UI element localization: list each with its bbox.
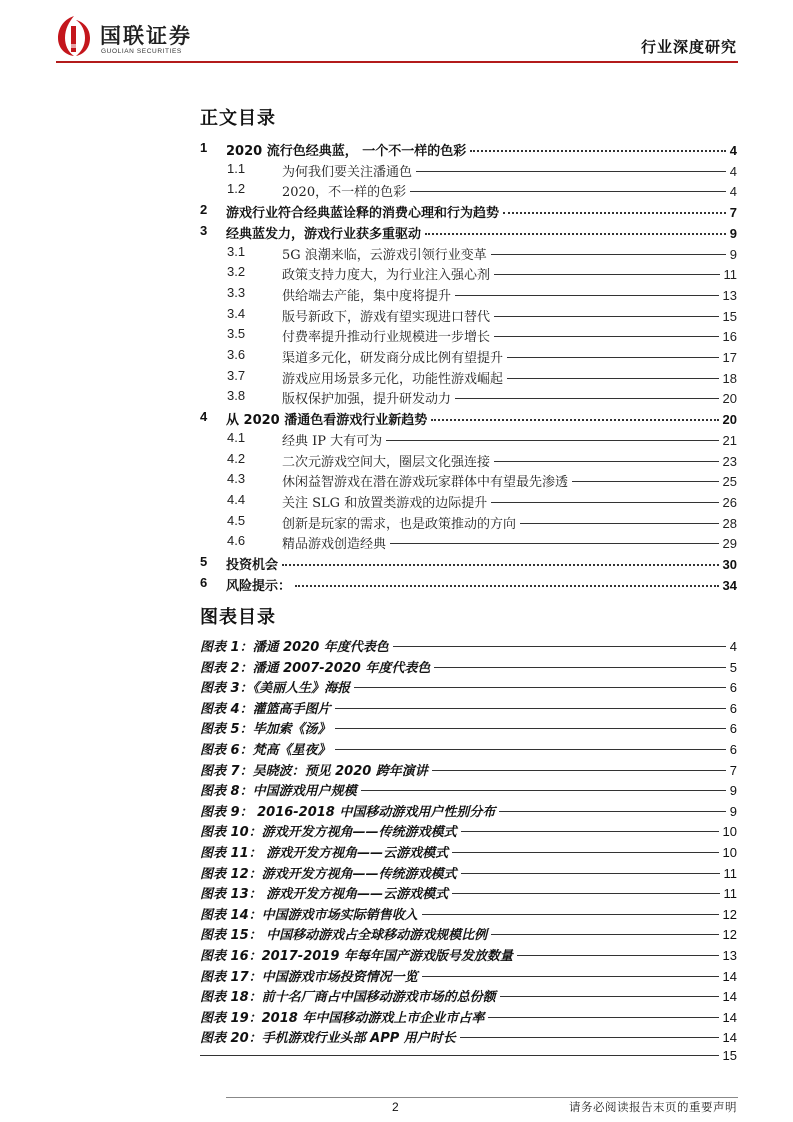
figure-leader <box>488 1017 718 1018</box>
toc-entry[interactable] <box>0 449 793 469</box>
toc-leader <box>386 440 718 441</box>
figure-entry-page: 4 <box>729 639 737 654</box>
toc-entry-line <box>226 223 737 242</box>
toc-entry-title: 二次元游戏空间大，圈层文化强连接 <box>282 454 491 470</box>
toc-leader <box>491 502 718 503</box>
figure-entry[interactable] <box>200 1007 737 1027</box>
figure-entry-page: 6 <box>729 742 737 757</box>
toc-entry-page: 28 <box>722 515 737 531</box>
figure-entry[interactable] <box>200 698 737 718</box>
toc-entry-title: 版号新政下，游戏有望实现进口替代 <box>282 309 491 325</box>
figure-entry[interactable] <box>200 904 737 924</box>
toc-entry-title: 游戏应用场景多元化，功能性游戏崛起 <box>282 371 504 387</box>
figure-entry-page: 12 <box>722 906 737 922</box>
toc-leader <box>494 316 719 317</box>
toc-entry-page: 11 <box>723 267 737 283</box>
toc-leader <box>494 461 719 462</box>
toc-entry-number: 4.1 <box>227 429 246 445</box>
toc-entry-title: 投资机会 <box>226 558 279 573</box>
toc-entry-page: 23 <box>722 453 737 469</box>
toc-entry-number: 5 <box>200 554 208 569</box>
figure-entry[interactable] <box>200 821 737 841</box>
toc-entry-title: 渠道多元化，研发商分成比例有望提升 <box>282 351 504 366</box>
toc-entry-line <box>226 409 737 428</box>
figure-entry[interactable] <box>200 718 737 738</box>
figure-leader <box>461 873 720 874</box>
toc-entry[interactable] <box>0 242 793 262</box>
toc-entry[interactable] <box>0 262 793 282</box>
figure-entry[interactable] <box>200 1027 737 1047</box>
figure-entry[interactable] <box>200 966 737 986</box>
figure-entry-title: 图表 3：《美丽人生》海报 <box>200 681 351 697</box>
toc-entry-page: 16 <box>722 329 737 345</box>
toc-entry[interactable] <box>0 138 793 158</box>
toc-leader <box>295 585 719 587</box>
toc-entry-line <box>282 285 737 304</box>
figure-entry-page: 10 <box>722 845 737 860</box>
toc-entry-page: 18 <box>722 370 737 386</box>
toc-entry-title: 休闲益智游戏在潜在游戏玩家群体中有望最先渗透 <box>282 475 569 491</box>
figure-leader <box>335 708 726 709</box>
report-type-label: 行业深度研究 <box>640 38 737 56</box>
toc-entry-title: 风险提示： <box>226 578 292 594</box>
toc-entry-title: 精品游戏创造经典 <box>282 537 387 553</box>
toc-entry[interactable] <box>0 159 793 179</box>
figure-entry-title: 图表 5：毕加索《汤》 <box>200 722 331 738</box>
toc-entry-number: 4.4 <box>227 491 246 507</box>
toc-entry[interactable] <box>0 573 793 593</box>
figure-entry-title: 图表 1：潘通 2020 年度代表色 <box>200 640 389 655</box>
figure-leader <box>461 831 719 832</box>
figure-entry-page: 11 <box>723 886 737 902</box>
toc-entry[interactable] <box>0 179 793 199</box>
figure-entry-page: 14 <box>722 1030 737 1046</box>
toc-leader <box>503 212 726 214</box>
toc-entry[interactable] <box>0 366 793 386</box>
toc-leader <box>410 191 726 192</box>
figure-entry-title: 图表 15： 中国移动游戏占全球移动游戏规模比例 <box>200 928 488 944</box>
figure-leader <box>499 811 725 812</box>
toc-entry-page: 20 <box>722 391 737 407</box>
figure-entry[interactable] <box>200 636 737 656</box>
header-divider <box>56 61 738 63</box>
figure-entry-page: 9 <box>729 783 737 799</box>
figure-leader <box>452 852 718 853</box>
toc-entry-number: 3.8 <box>227 388 246 404</box>
toc-entry-page: 13 <box>722 287 737 303</box>
toc-entry-number: 4.2 <box>227 450 246 466</box>
toc-entry-title: 从 2020 潘通色看游戏行业新趋势 <box>226 413 428 429</box>
figure-entry-title: 图表 11： 游戏开发方视角——云游戏模式 <box>200 846 449 861</box>
figure-entry-page: 6 <box>729 680 737 696</box>
figure-entry[interactable] <box>200 863 737 883</box>
footer-divider <box>226 1097 738 1098</box>
toc-entry-title: 关注 SLG 和放置类游戏的边际提升 <box>282 495 488 511</box>
toc-entry-line <box>282 451 737 470</box>
toc-entry-title: 供给端去产能，集中度将提升 <box>282 288 452 304</box>
toc-entry[interactable] <box>0 386 793 406</box>
toc-leader <box>491 254 726 255</box>
logo-english-name: GUOLIAN SECURITIES <box>101 48 182 55</box>
footer-disclaimer: 请务必阅读报告末页的重要声明 <box>569 1100 737 1114</box>
toc-entry-number: 1 <box>200 140 208 155</box>
toc-entry-line <box>282 368 737 387</box>
toc-title: 正文目录 <box>200 108 276 129</box>
toc-entry-title: 5G 浪潮来临，云游戏引领行业变革 <box>282 247 487 263</box>
figure-entry[interactable] <box>200 842 737 862</box>
figure-entry-title: 图表 17：中国游戏市场投资情况一览 <box>200 969 418 985</box>
toc-entry-page: 17 <box>722 350 737 365</box>
toc-entry-title: 创新是玩家的需求，也是政策推动的方向 <box>282 516 517 532</box>
toc-entry-line <box>282 161 737 180</box>
toc-entry-line <box>282 181 737 200</box>
toc-entry-page: 30 <box>722 557 737 572</box>
page-header <box>0 0 793 64</box>
figure-leader <box>361 790 726 791</box>
toc-entry[interactable] <box>0 324 793 344</box>
figure-entry-title: 图表 19：2018 年中国移动游戏上市企业市占率 <box>200 1010 485 1026</box>
toc-leader <box>390 543 719 544</box>
toc-entry-number: 3.6 <box>227 347 246 362</box>
figure-entry-page: 7 <box>729 762 737 778</box>
toc-entry-number: 4.5 <box>227 512 246 528</box>
toc-entry-line <box>282 430 737 449</box>
figure-entry[interactable] <box>200 760 737 780</box>
toc-entry-title: 为何我们要关注潘通色 <box>282 164 413 180</box>
figure-entry-page: 5 <box>729 659 737 675</box>
figure-entry-page: 14 <box>722 1009 737 1025</box>
figure-entry-title: 图表 4：灌篮高手图片 <box>200 701 331 717</box>
figure-entry-page: 6 <box>729 721 737 737</box>
toc-entry-page: 9 <box>729 225 737 241</box>
toc-entry[interactable] <box>0 531 793 551</box>
figure-leader <box>422 914 719 915</box>
toc-entry-number: 2 <box>200 202 208 218</box>
toc-entry[interactable] <box>0 428 793 448</box>
toc-entry-page: 7 <box>729 205 737 221</box>
figure-entry-title: 图表 2：潘通 2007-2020 年度代表色 <box>200 660 431 676</box>
figure-entry-title: 图表 9： 2016-2018 中国移动游戏用户性别分布 <box>200 804 496 820</box>
toc-entry-number: 1.2 <box>227 181 246 197</box>
toc-entry[interactable] <box>0 407 793 427</box>
figure-entry[interactable] <box>200 1048 737 1068</box>
figure-entry-title: 图表 10：游戏开发方视角——传统游戏模式 <box>200 825 457 841</box>
toc-entry[interactable] <box>0 200 793 220</box>
toc-entry[interactable] <box>0 469 793 489</box>
toc-entry-page: 21 <box>722 432 737 448</box>
toc-entry-line <box>282 306 737 325</box>
toc-entry-page: 25 <box>722 474 737 490</box>
figure-entry[interactable] <box>200 924 737 944</box>
figure-leader <box>491 934 718 935</box>
logo-chinese-name: 国联证券 <box>100 24 192 48</box>
figure-leader <box>517 955 719 956</box>
toc-entry-title: 经典 IP 大有可为 <box>282 433 383 449</box>
figure-leader <box>335 728 726 729</box>
toc-entry[interactable] <box>0 552 793 572</box>
toc-entry-title: 2020 流行色经典蓝， 一个不一样的色彩 <box>226 144 467 159</box>
toc-entry-title: 游戏行业符合经典蓝诠释的消费心理和行为趋势 <box>226 206 500 222</box>
figure-leader <box>432 770 726 771</box>
toc-entry-title: 经典蓝发力，游戏行业获多重驱动 <box>226 226 422 242</box>
figure-entry-title: 图表 8：中国游戏用户规模 <box>200 784 357 800</box>
toc-entry-number: 4.6 <box>227 533 246 549</box>
toc-leader <box>572 481 719 482</box>
toc-leader <box>494 336 719 337</box>
toc-entry-page: 29 <box>722 536 737 552</box>
figure-leader <box>500 996 719 997</box>
figures-title: 图表目录 <box>200 607 276 628</box>
toc-entry-number: 1.1 <box>227 160 246 176</box>
toc-entry[interactable] <box>0 304 793 324</box>
figure-leader <box>335 749 726 750</box>
toc-entry-title: 付费率提升推动行业规模进一步增长 <box>282 330 491 346</box>
figure-entry-page: 15 <box>722 1048 737 1063</box>
figure-entry[interactable] <box>200 801 737 821</box>
toc-leader <box>455 398 719 399</box>
figure-entry-title: 图表 13： 游戏开发方视角——云游戏模式 <box>200 887 449 903</box>
figure-entry-title: 图表 18：前十名厂商占中国移动游戏市场的总份额 <box>200 990 496 1006</box>
toc-entry[interactable] <box>0 345 793 365</box>
toc-entry-number: 3.2 <box>227 264 246 280</box>
toc-leader <box>416 171 726 172</box>
figure-entry[interactable] <box>200 883 737 903</box>
toc-entry-number: 3.5 <box>227 326 246 342</box>
toc-entry-title: 版权保护加强，提升研发动力 <box>282 392 452 408</box>
figure-entry-title: 图表 7：吴晓波：预见 2020 跨年演讲 <box>200 763 428 779</box>
toc-entry[interactable] <box>0 511 793 531</box>
toc-entry-page: 15 <box>722 308 737 324</box>
figure-entry[interactable] <box>200 986 737 1006</box>
toc-leader <box>520 523 719 524</box>
toc-entry-line <box>226 140 737 159</box>
toc-entry-number: 4.3 <box>227 471 246 487</box>
figure-entry-page: 10 <box>722 824 737 840</box>
toc-entry-page: 4 <box>729 163 737 179</box>
figure-leader <box>434 667 725 668</box>
toc-entry-page: 4 <box>729 184 737 200</box>
guolian-logo-icon <box>54 14 94 58</box>
toc-entry-number: 6 <box>200 574 208 590</box>
toc-entry-number: 3 <box>200 222 208 238</box>
figure-entry-title: 图表 16：2017-2019 年每年国产游戏版号发放数量 <box>200 949 513 964</box>
toc-entry-line <box>282 492 737 511</box>
toc-leader <box>470 150 726 152</box>
toc-leader <box>425 233 726 235</box>
figure-entry-page: 14 <box>722 968 737 984</box>
figure-entry-page: 9 <box>729 803 737 819</box>
figure-entry-page: 6 <box>729 700 737 716</box>
toc-leader <box>282 564 719 566</box>
toc-entry-page: 9 <box>729 246 737 262</box>
toc-entry-line <box>226 202 737 221</box>
toc-entry-line <box>282 347 737 366</box>
toc-entry-line <box>282 388 737 407</box>
toc-entry-line <box>282 326 737 345</box>
figure-entry[interactable] <box>200 945 737 965</box>
toc-entry-number: 3.3 <box>227 284 246 300</box>
figure-leader <box>200 1055 719 1056</box>
toc-entry-number: 3.1 <box>227 243 246 259</box>
toc-entry-title: 2020，不一样的色彩 <box>282 185 407 201</box>
toc-leader <box>507 357 719 358</box>
figure-entry-title: 图表 20：手机游戏行业头部 APP 用户时长 <box>200 1031 456 1047</box>
page-number: 2 <box>392 1100 399 1114</box>
toc-leader <box>455 295 719 296</box>
toc-entry-number: 4 <box>200 409 208 425</box>
toc-leader <box>507 378 719 379</box>
toc-entry[interactable] <box>0 283 793 303</box>
toc-entry[interactable] <box>0 490 793 510</box>
toc-entry-line <box>282 264 737 283</box>
toc-entry-page: 20 <box>722 412 737 428</box>
figure-entry[interactable] <box>200 739 737 759</box>
toc-entry-page: 4 <box>729 143 737 158</box>
figure-leader <box>452 893 719 894</box>
toc-entry-page: 26 <box>722 494 737 510</box>
figure-entry[interactable] <box>200 677 737 697</box>
figure-leader <box>460 1037 719 1038</box>
figure-entry-page: 11 <box>723 865 737 881</box>
toc-entry-line <box>282 513 737 532</box>
figure-leader <box>393 646 726 647</box>
toc-entry-line <box>282 471 737 490</box>
toc-entry-line <box>226 575 737 594</box>
toc-entry-number: 3.4 <box>227 305 246 321</box>
company-logo <box>54 14 254 58</box>
toc-leader <box>431 419 718 421</box>
figure-entry[interactable] <box>200 780 737 800</box>
toc-entry-page: 34 <box>722 577 737 593</box>
toc-entry[interactable] <box>0 221 793 241</box>
toc-entry-number: 3.7 <box>227 367 246 383</box>
figure-entry[interactable] <box>200 657 737 677</box>
figure-entry-page: 14 <box>722 989 737 1005</box>
figure-leader <box>354 687 726 688</box>
figure-entry-page: 12 <box>722 927 737 943</box>
toc-leader <box>494 274 719 275</box>
toc-entry-line <box>226 554 737 573</box>
toc-entry-line <box>282 244 737 263</box>
figure-entry-page: 13 <box>722 948 737 963</box>
figure-entry-title: 图表 12：游戏开发方视角——传统游戏模式 <box>200 866 457 882</box>
toc-entry-title: 政策支持力度大，为行业注入强心剂 <box>282 268 491 284</box>
figure-leader <box>422 976 719 977</box>
figure-entry-title: 图表 14：中国游戏市场实际销售收入 <box>200 907 418 923</box>
toc-entry-line <box>282 533 737 552</box>
figure-entry-title: 图表 6：梵高《星夜》 <box>200 743 331 758</box>
